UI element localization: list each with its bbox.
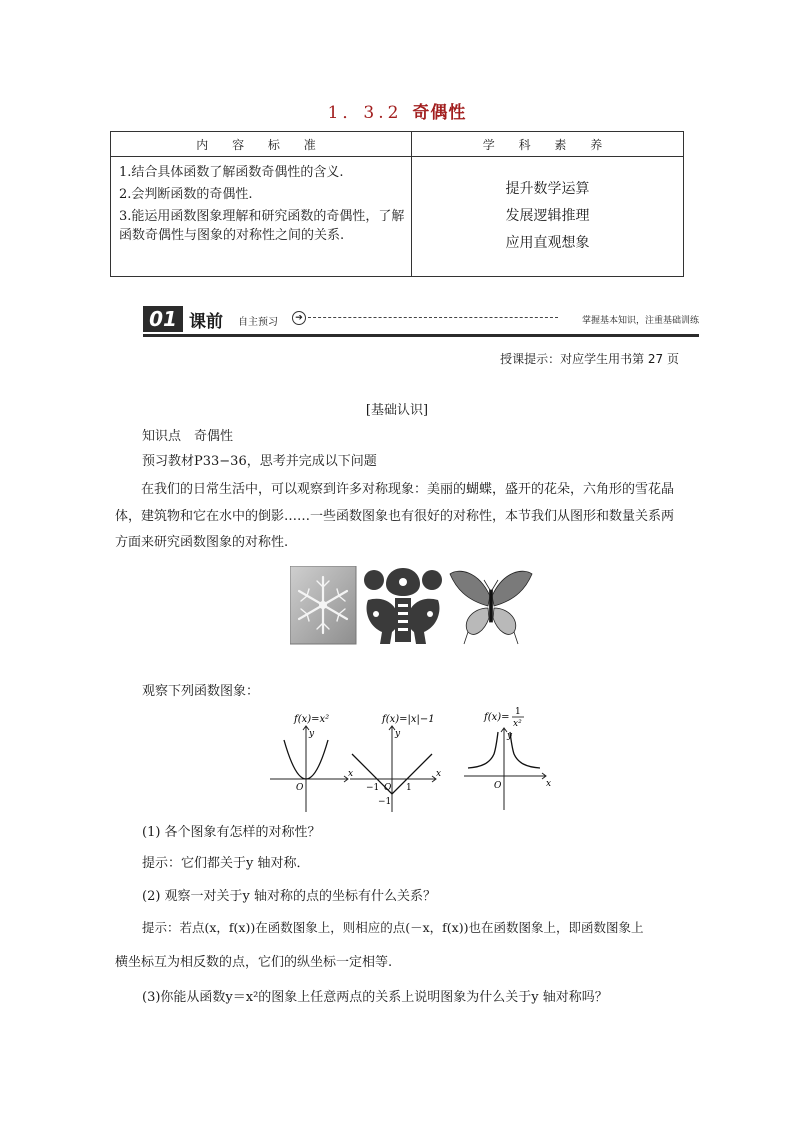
graph3-origin: O: [494, 781, 502, 791]
graph3-curve-right: [510, 732, 540, 768]
competency-list: [412, 157, 684, 277]
butterfly-image: [448, 566, 534, 646]
graph2-title: f(x)=|x|−1: [382, 714, 435, 725]
competency-item: 提升数学运算: [505, 181, 590, 197]
banner-sub: 自主预习: [238, 317, 278, 328]
graph1-y-label: y: [309, 729, 315, 739]
graph2-pos1-x: 1: [406, 783, 412, 793]
page-title: [0, 98, 794, 123]
table-header-competency: 学 科 素 养: [412, 132, 684, 157]
banner-dash-divider: [308, 317, 558, 318]
section-heading: [基础认识]: [365, 403, 429, 418]
graph1-title: f(x)=x²: [294, 714, 330, 725]
competency-item: 应用直观想象: [505, 235, 590, 251]
standards-table: [110, 131, 684, 277]
graph3-numerator: 1: [515, 707, 521, 717]
intro-paragraph: 在我们的日常生活中，可以观察到许多对称现象：美丽的蝴蝶，盛开的花朵，六角形的雪花晶体，建筑物和它在水中的倒影……一些函数图象也有很好的对称性，本节我们从图形和数量关系两方面来研究函数图象的对称性.: [115, 482, 675, 550]
competency-item: 发展逻辑推理: [505, 208, 590, 224]
graph3-x-label: x: [546, 779, 552, 789]
observe-label: 观察下列函数图象：: [142, 684, 260, 699]
standard-item: 3.能运用函数图象理解和研究函数的奇偶性，了解函数奇偶性与图象的对称性之间的关系.: [119, 209, 405, 243]
banner-tip: 掌握基本知识，注重基础训练: [581, 316, 699, 326]
graph3-y-label: y: [507, 731, 513, 741]
graph1-origin: O: [296, 783, 304, 793]
knowledge-point: 知识点 奇偶性: [142, 429, 234, 444]
graph3-denominator: x²: [513, 719, 522, 729]
hint-line: 授课提示：对应学生用书第 27 页: [500, 352, 679, 366]
graph-x-squared: [268, 712, 352, 820]
answer-1: 提示：它们都关于y 轴对称．: [142, 856, 310, 871]
arrow-right-icon: ➔: [292, 311, 306, 325]
graph-abs-minus-one: [348, 712, 440, 820]
graph3-title-prefix: f(x)=: [484, 712, 510, 723]
preview-instruction: 预习教材P33−36，思考并完成以下问题: [142, 454, 377, 469]
standard-item: 2.会判断函数的奇偶性.: [119, 187, 253, 202]
graph2-neg1-x: −1: [366, 783, 380, 793]
question-2: (2) 观察一对关于y 轴对称的点的坐标有什么关系？: [142, 889, 437, 904]
answer-2-line-1: 提示：若点(x，f(x))在函数图象上，则相应的点(－x，f(x))也在函数图象上，即函数图象上: [142, 920, 644, 935]
graph2-neg1-y: −1: [378, 797, 392, 807]
table-header-content-standard: 内 容 标 准: [111, 132, 412, 157]
graph2-x-label: x: [436, 769, 442, 779]
banner-label: 课前: [189, 312, 223, 332]
section-number: 1．3.2: [327, 103, 403, 123]
standards-list: [111, 157, 412, 277]
standard-item: 1.结合具体函数了解函数奇偶性的含义.: [119, 165, 344, 180]
answer-2-line-2: 横坐标互为相反数的点，它们的纵坐标一定相等.: [115, 955, 393, 970]
section-title: 奇偶性: [412, 103, 467, 123]
graph1-x-label: x: [348, 769, 354, 779]
section-banner: [143, 306, 699, 338]
graph2-origin: O: [384, 783, 392, 793]
graph2-y-label: y: [395, 729, 401, 739]
question-3: (3)你能从函数y＝x²的图象上任意两点的关系上说明图象为什么关于y 轴对称吗？: [142, 990, 608, 1005]
question-1: (1) 各个图象有怎样的对称性？: [142, 825, 321, 840]
graph3-curve-left: [468, 732, 498, 768]
banner-number: 01: [143, 306, 183, 332]
graph-reciprocal-square: [462, 706, 554, 820]
banner-rule: [143, 334, 699, 337]
paper-cut-image: [362, 566, 444, 646]
